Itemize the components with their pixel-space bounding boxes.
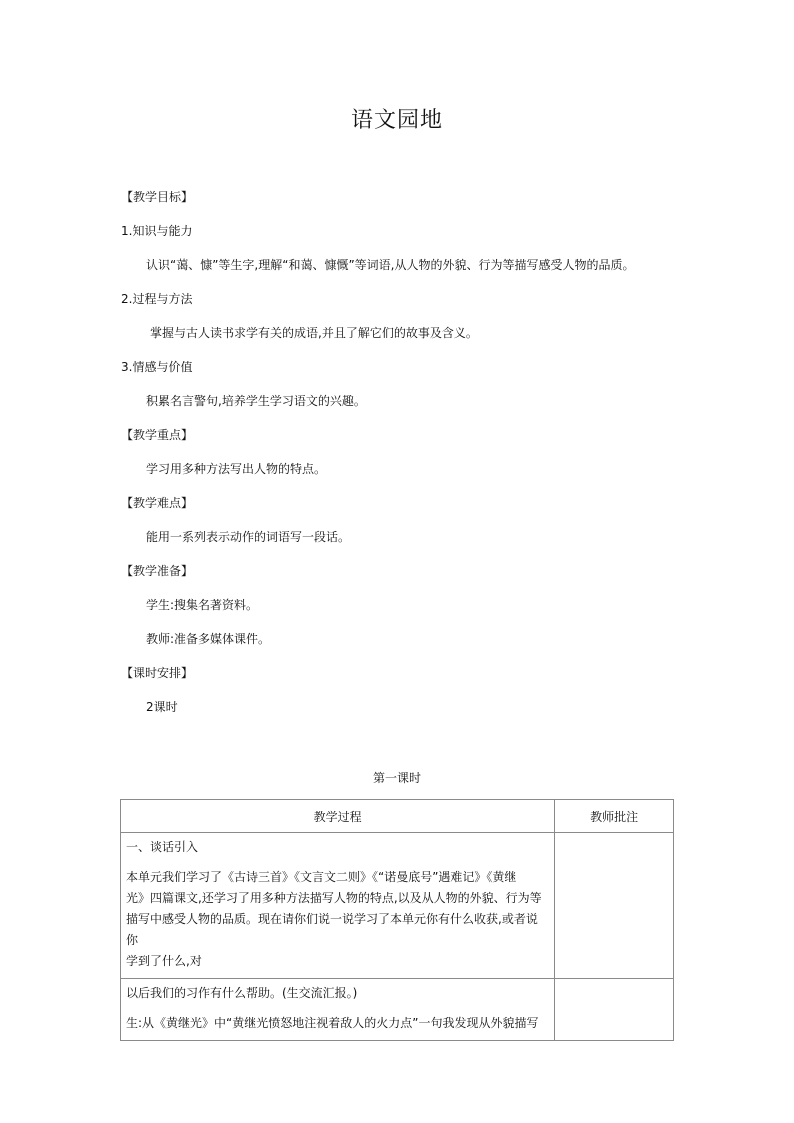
goals-heading: 【教学目标】 [121,190,194,204]
process-text-line: 本单元我们学习了《古诗三首》《文言文二则》《“诺曼底号”遇难记》《黄继 [126,870,517,884]
table-header-row [121,800,674,833]
header-teacher-notes: 教师批注 [555,800,674,833]
process-text-line: 描写中感受人物的品质。现在请你们说一说学习了本单元你有什么收获,或者说你 [126,912,538,947]
table-row [121,833,674,979]
quoted-sentence: 黄继光愤怒地注视着敌人的火力点 [232,1016,413,1030]
goal-knowledge-text: 认识“蔼、慷”等生字,理解“和蔼、慷慨”等词语,从人物的外貌、行为等描写感受人物的品质。 [146,258,635,272]
lesson-table [120,799,674,1041]
goal-process-title: 2.过程与方法 [121,292,193,306]
preparation-teacher: 教师:准备多媒体课件。 [146,632,271,646]
process-heading: 一、谈话引入 [126,840,199,854]
process-cell [121,979,555,1041]
goal-knowledge-title: 1.知识与能力 [121,224,193,238]
process-text-line: 学到了什么,对 [126,954,202,968]
schedule-text: 2课时 [146,700,178,714]
quote-suffix: ”一句我发现从外貌描写 [412,1016,539,1030]
key-points-heading: 【教学重点】 [121,428,194,442]
table-row [121,979,674,1041]
notes-cell [555,833,674,979]
page-title: 语文园地 [350,108,443,133]
goal-process-text: 掌握与古人读书求学有关的成语,并且了解它们的故事及含义。 [150,326,478,340]
quote-prefix: 生:从《黄继光》中“ [126,1016,233,1030]
difficulty-text: 能用一系列表示动作的词语写一段话。 [146,530,351,544]
goal-emotion-title: 3.情感与价值 [121,360,193,374]
lesson-title: 第一课时 [372,771,421,785]
difficulty-heading: 【教学难点】 [121,496,194,510]
key-points-text: 学习用多种方法写出人物的特点。 [146,462,327,476]
process-text-line: 光》四篇课文,还学习了用多种方法描写人物的特点,以及从人物的外貌、行为等 [126,891,542,905]
schedule-heading: 【课时安排】 [121,666,194,680]
preparation-student: 学生:搜集名著资料。 [146,598,259,612]
header-teaching-process: 教学过程 [121,800,555,833]
notes-cell [555,979,674,1041]
process-text-line: 以后我们的习作有什么帮助。(生交流汇报。) [126,986,358,1000]
process-text-line [126,1013,549,1034]
goal-emotion-text: 积累名言警句,培养学生学习语文的兴趣。 [146,394,366,408]
preparation-heading: 【教学准备】 [121,564,194,578]
process-cell [121,833,555,979]
